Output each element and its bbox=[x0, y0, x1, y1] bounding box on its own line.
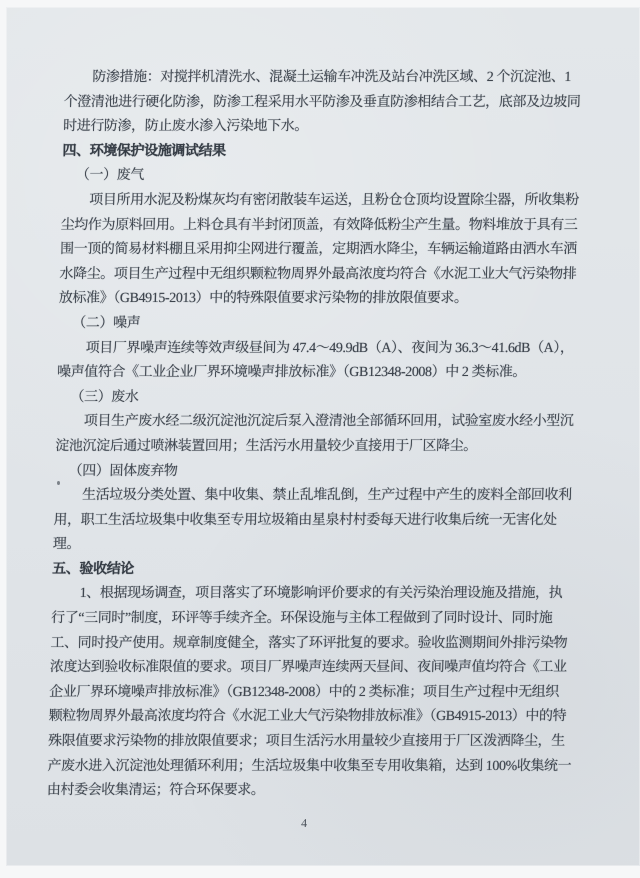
body-text-line: 放标准》（GB4915-2013）中的特殊限值要求污染物的排放限值要求。 bbox=[58, 291, 468, 307]
page-number: 4 bbox=[300, 815, 308, 830]
body-text-line: 噪声值符合《工业企业厂界环境噪声排放标准》（GB12348-2008）中 2 类标准。 bbox=[56, 365, 527, 381]
paper-background bbox=[6, 7, 640, 866]
body-text-line: 水降尘。项目生产过程中无组织颗粒物周界外最高浓度均符合《水泥工业大气污染物排 bbox=[59, 266, 577, 282]
body-text-line: 防渗措施：对搅拌机清洗水、混凝土运输车冲洗及站台冲洗区域、2 个沉淀池、1 bbox=[92, 70, 572, 85]
body-text-line: 浓度达到验收标准限值的要求。项目厂界噪声连续两天昼间、夜间噪声值均符合《工业 bbox=[49, 660, 567, 676]
page-content-skew bbox=[6, 7, 640, 831]
body-text-line: 企业厂界环境噪声排放标准》（GB12348-2008）中的 2 类标准；项目生产过程中无组织 bbox=[49, 684, 560, 700]
body-text-line: 淀池沉淀后通过喷淋装置回用；生活污水用量较少直接用于厂区降尘。 bbox=[55, 438, 478, 454]
body-text-line: 产废水进入沉淀池处理循环利用；生活垃圾集中收集至专用收集箱，达到 100%收集统一 bbox=[47, 758, 572, 774]
body-text-line: 项目所用水泥及粉煤灰均有密闭散装车运送，且粉仓仓顶均设置除尘器，所收集粉 bbox=[89, 192, 580, 208]
subsection-heading-line: （二）噪声 bbox=[72, 315, 141, 331]
body-text-line: 1、根据现场调查，项目落实了环境影响评价要求的有关污染治理设施及措施，执 bbox=[79, 586, 563, 602]
body-text-line: 理。 bbox=[52, 537, 81, 553]
body-text-line: 生活垃圾分类处置、集中收集、禁止乱堆乱倒，生产过程中产生的废料全部回收利 bbox=[81, 488, 572, 504]
body-text-line: 由村委会收集清运；符合环保要求。 bbox=[46, 783, 265, 799]
body-text-line: 个澄清池进行硬化防渗，防渗工程采用水平防渗及垂直防渗相结合工艺，底部及边坡同 bbox=[63, 94, 581, 110]
subsection-heading-line: （一）废气 bbox=[75, 168, 145, 184]
body-text-line: 项目厂界噪声连续等效声级昼间为 47.4～49.9dB（A）、夜间为 36.3～41.6dB（A）， bbox=[85, 340, 574, 356]
body-text-line: 围一顶的简易材料棚且采用抑尘网进行覆盖，定期洒水降尘，车辆运输道路由洒水车洒 bbox=[59, 242, 578, 258]
body-text-line: 行了“三同时”制度，环评等手续齐全。环保设施与主体工程做到了同时设计、同时施 bbox=[50, 611, 553, 627]
body-text-line: 殊限值要求污染物的排放限值要求；项目生活污水用量较少直接用于厂区泼洒降尘，生 bbox=[47, 734, 566, 750]
body-text-line: 时进行防渗，防止废水渗入污染地下水。 bbox=[62, 119, 309, 135]
document-lines bbox=[6, 7, 640, 804]
body-text-line: 用，职工生活垃圾集中收集至专用垃圾箱由星泉村村委每天进行收集后统一无害化处 bbox=[53, 512, 557, 528]
body-text-line: 项目生产废水经二级沉淀池沉淀后泵入澄清池全部循环回用，试验室废水经小型沉 bbox=[83, 414, 574, 430]
body-text-line: 尘均作为原料回用。上料仓具有半封闭顶盖，有效降低粉尘产生量。物料堆放于具有三 bbox=[60, 217, 578, 233]
section-heading-line: 五、验收结论 bbox=[52, 561, 135, 577]
subsection-heading-line: （三）废水 bbox=[70, 389, 139, 405]
body-text-line: 颗粒物周界外最高浓度均符合《水泥工业大气污染物排放标准》（GB4915-2013）中的特 bbox=[48, 709, 567, 725]
body-text-line: 工、同时投产使用。规章制度健全，落实了环评批复的要求。验收监测期间外排污染物 bbox=[50, 635, 568, 651]
section-heading-line: 四、环境保护设施调试结果 bbox=[62, 143, 226, 159]
scan-speck bbox=[57, 481, 60, 485]
subsection-heading-line: （四）固体废弃物 bbox=[68, 463, 178, 479]
